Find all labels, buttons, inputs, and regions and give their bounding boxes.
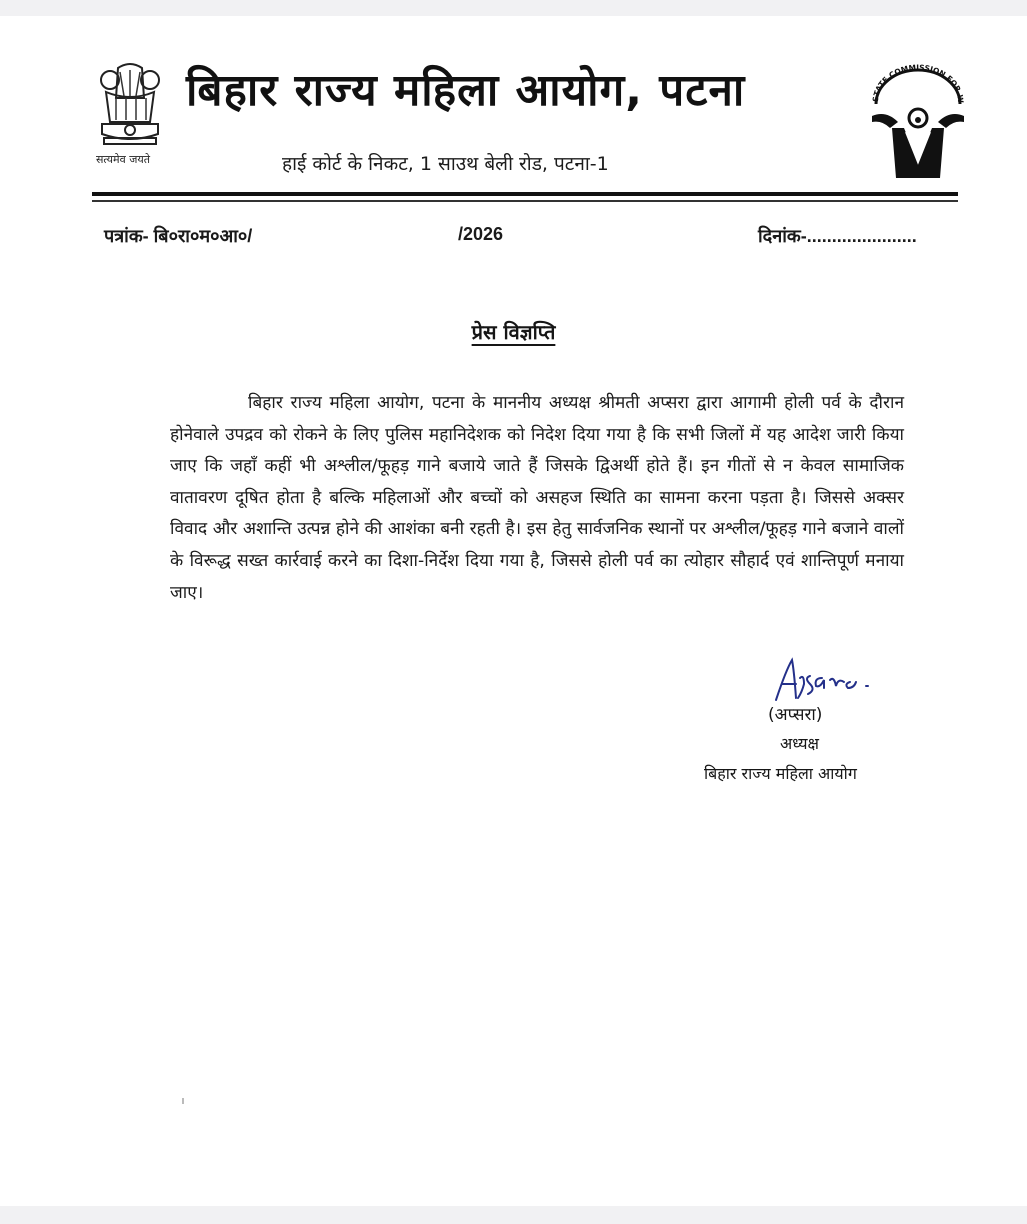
letter-date: दिनांक-...................... (758, 226, 917, 246)
svg-text:STATE COMMISSION FOR WOMEN BIH (866, 62, 965, 104)
signatory-designation: अध्यक्ष (780, 734, 819, 753)
scan-speck (182, 1098, 184, 1104)
commission-logo-icon (866, 62, 966, 182)
signatory-organisation: बिहार राज्य महिला आयोग (704, 764, 857, 783)
document-heading (0, 318, 1027, 345)
header-rule-thin (92, 200, 958, 202)
signature-image (770, 656, 890, 706)
letter-number: पत्रांक- बि०रा०म०आ०/ (104, 226, 253, 246)
body-section (170, 388, 904, 609)
body-paragraph: बिहार राज्य महिला आयोग, पटना के माननीय अध्यक्ष श्रीमती अप्सरा द्वारा आगामी होली पर्व के दौरान होनेवाले उपद्रव को रोकने के लिए पुलिस महानिदेशक को निदेश दिया गया है कि सभी जिलों में यह आदेश जारी किया जाए कि जहाँ कहीं भी अश्लील/फूहड़ गाने बजाये जाते हैं जिसके द्विअर्थी होते हैं। इन गीतों से न केवल सामाजिक वातावरण दूषित होता है बल्कि महिलाओं और बच्चों को असहज स्थिति का सामना करना पड़ता है। जिससे अक्सर विवाद और अशान्ति उत्पन्न होने की आशंका बनी रहती है। इस हेतु सार्वजनिक स्थानों पर अश्लील/फूहड़ गाने बजाने वालों के विरूद्ध सख्त कार्रवाई करने का दिशा-निर्देश दिया गया है, जिससे होली पर्व का त्योहार सौहार्द एवं शान्तिपूर्ण मनाया जाए। (170, 393, 904, 603)
press-release-heading: प्रेस विज्ञप्ति (471, 320, 556, 344)
logo-arc-text: STATE COMMISSION FOR W (870, 62, 966, 104)
header-rule-thick (92, 192, 958, 196)
organisation-title: बिहार राज्य महिला आयोग, पटना (186, 65, 746, 116)
emblem-caption: सत्यमेव जयते (96, 153, 151, 166)
document-page (0, 16, 1027, 1206)
national-emblem-icon (96, 58, 164, 156)
organisation-address: हाई कोर्ट के निकट, 1 साउथ बेली रोड, पटना-1 (282, 153, 609, 175)
signatory-name: (अप्सरा) (768, 705, 823, 725)
commission-logo (866, 62, 966, 182)
letter-year: /2026 (458, 224, 504, 244)
